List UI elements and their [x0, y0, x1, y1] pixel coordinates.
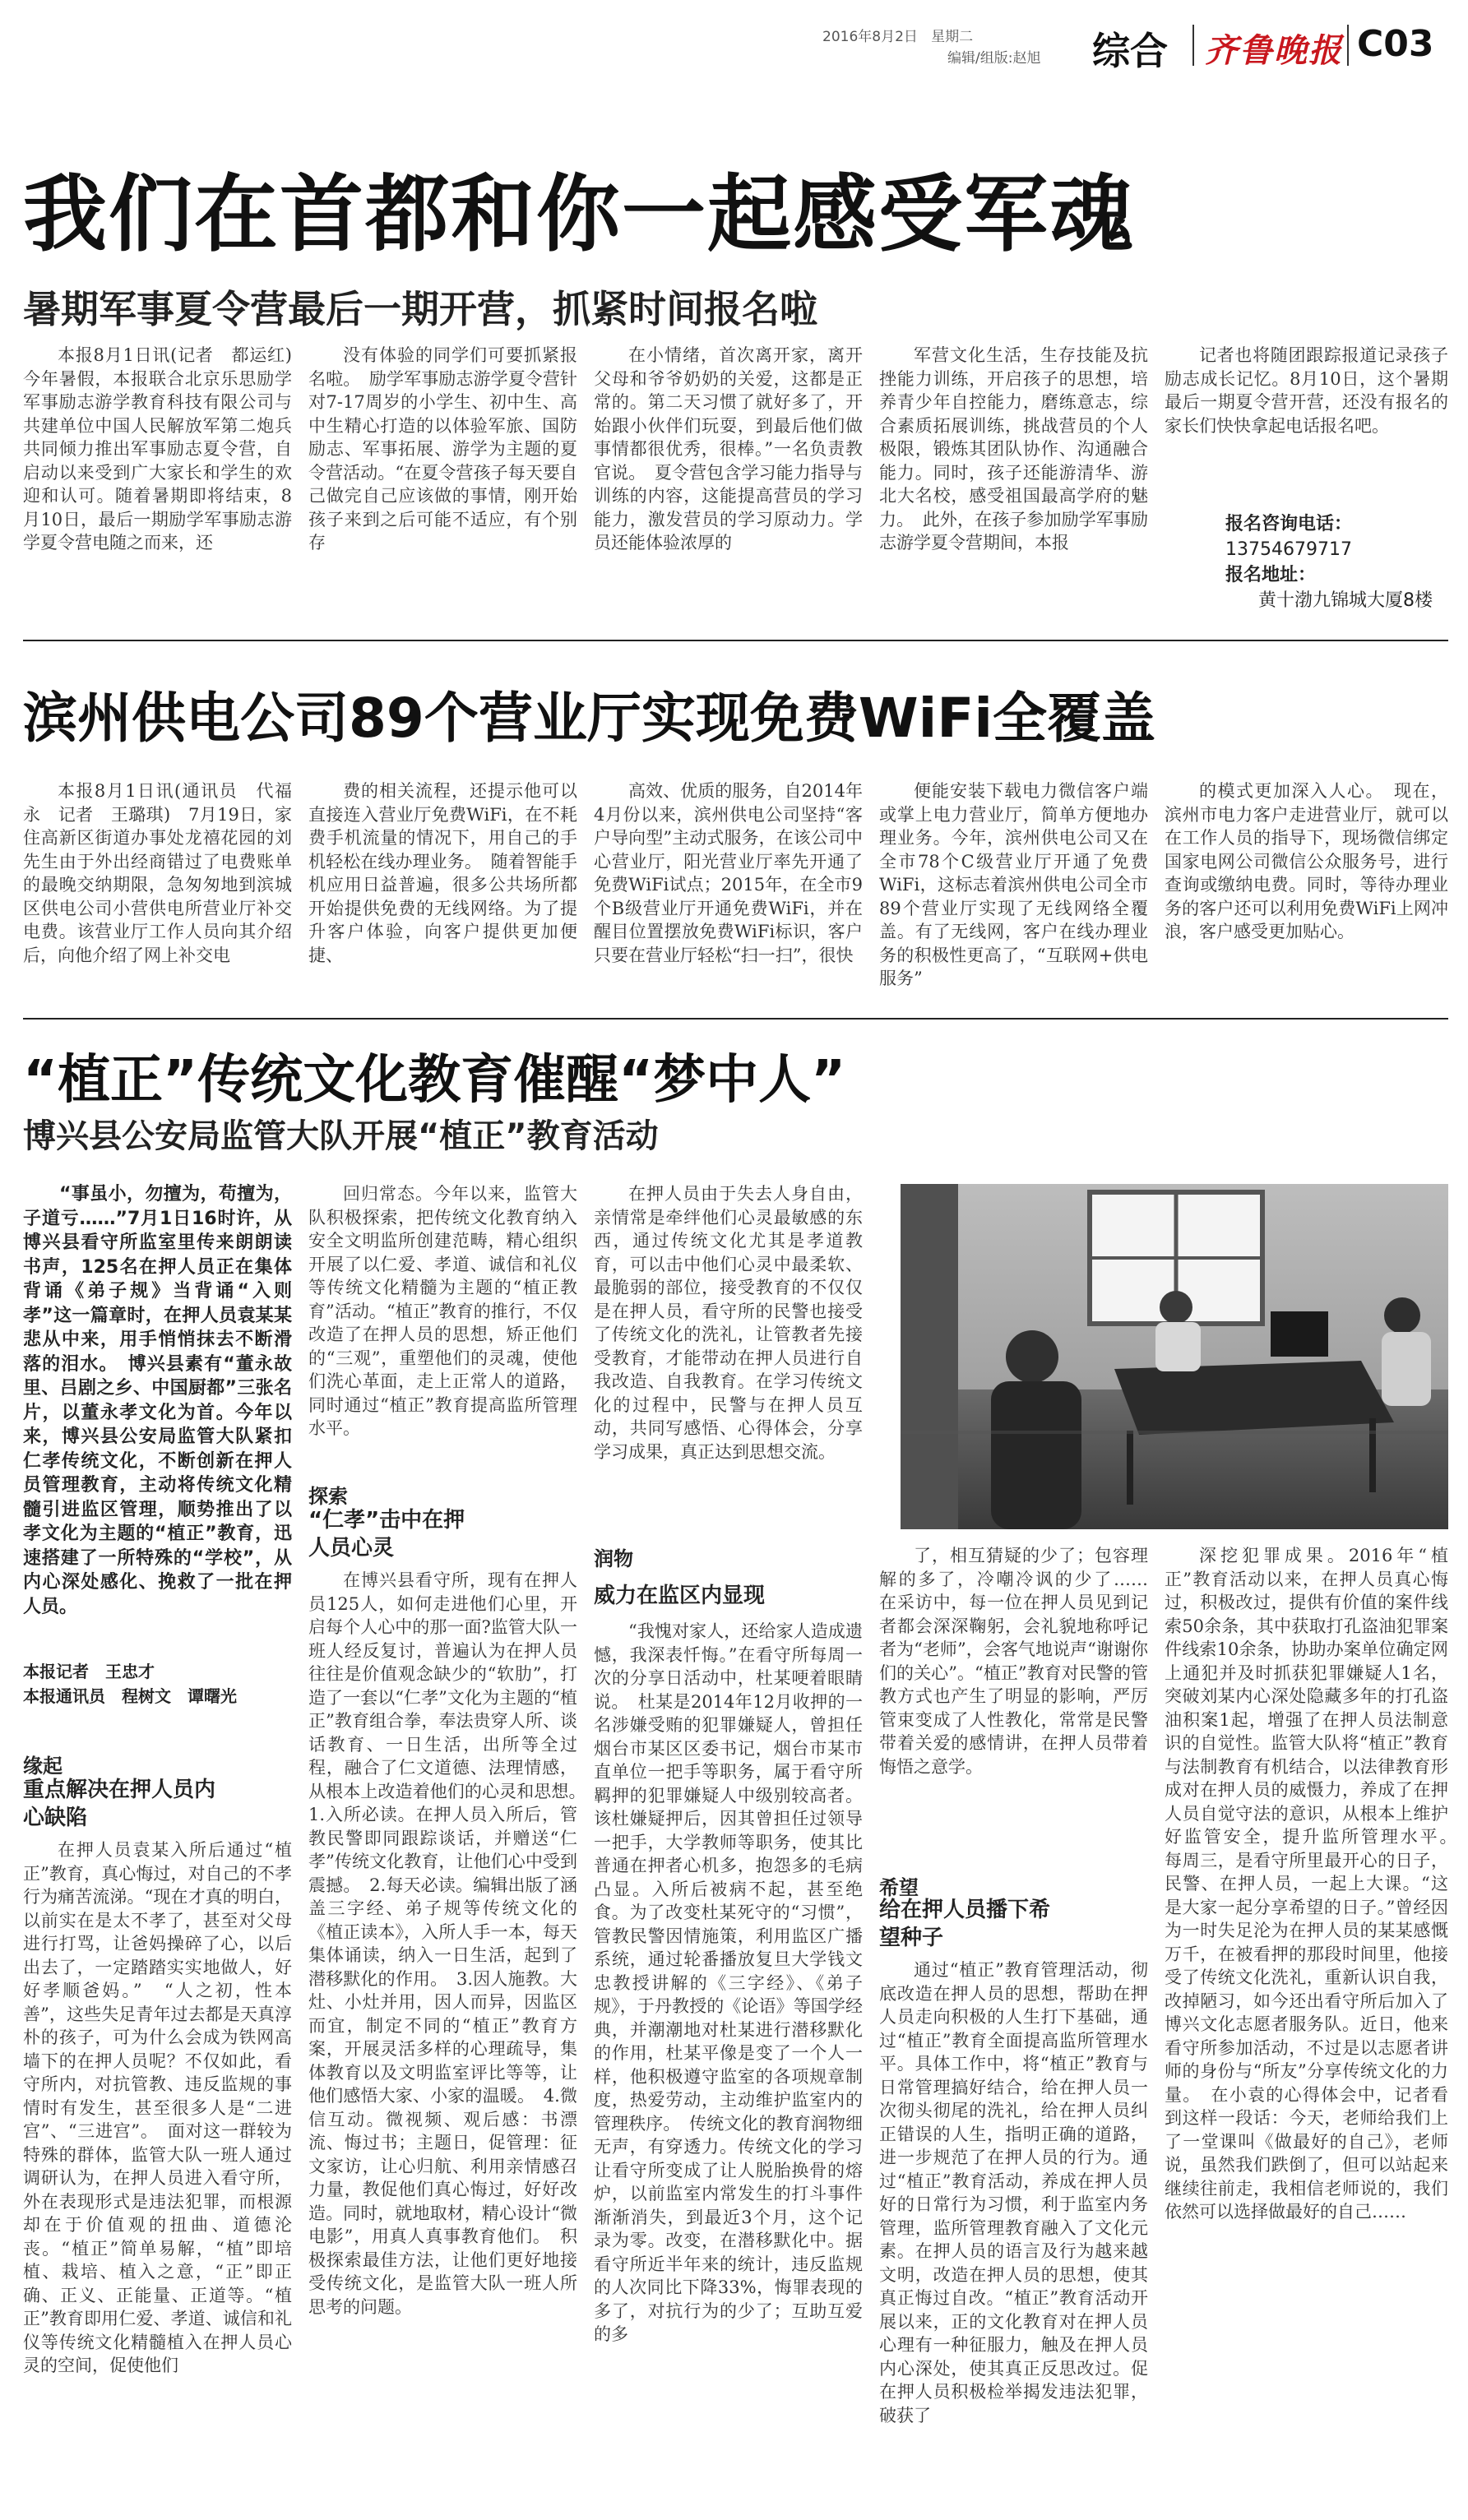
- contact-address: 黄十渤九锦城大厦8楼: [1258, 590, 1433, 611]
- story1-col5-text: 记者也将随团跟踪报道记录孩子励志成长记忆。8月10日，这个暑期最后一期夏令营开营，还没有报名的家长们快快拿起电话报名吧。: [1165, 345, 1448, 436]
- story1-column-3: [594, 344, 863, 615]
- story1-col4-text: 军营文化生活，生存技能及抗挫能力训练，开启孩子的思想，培养青少年自控能力，磨练意志，综合素质拓展训练，挑战营员的个人极限，锻炼其团队协作、沟通融合能力。同时，孩子还能游清华、游北大名校，感受祖国最高学府的魅力。 此外，在孩子参加励学军事励志游学夏令营期间，本报: [879, 345, 1148, 553]
- section2-text: 在博兴县看守所，现有在押人员125人，如何走进他们心里，开启每个人心中的那一面?监管大队一班人经反复讨，普遍认为在押人员往往是价值观念缺少的“软肋”，打造了一套以“仁孝”文化为主题的“植正”教育组合拳，奉法贵穿人所、谈话教育、一日生活，出所等全过程，融合了仁文道德、法理情感，从根本上改造着他们的心灵和思想。 1.入所必读。在押人员入所后，管教民警即同跟踪谈话，并赠送“仁孝”传统文化教育，让他们心中受到震撼。 2.每天必读。编辑出版了涵盖三字经、弟子规等传统文化的《植正读本》，入所人手一本，每天集体诵读，纳入一日生活，起到了潜移默化的作用。 3.因人施教。大灶、小灶并用，因人而异，因监区而宜，制定不同的“植正”教育方案，开展灵活多样的心理疏导，集体教育以及文明监室评比等等，让他们感悟大家、小家的温暖。 4.微信互动。微视频、观后感：书漂流、悔过书；主题日，促管理：征文家访，让心归航、利用亲情感召力量，教促他们真心悔过，好好改造。同时，就地取材，精心设计“微电影”，用真人真事教育他们。 积极探索最佳方法，让他们更好地接受传统文化，是监管大队一班人所思考的问题。: [308, 1570, 595, 2317]
- section3-kicker: 润物: [594, 1547, 633, 1570]
- story3-column-5: [1165, 1544, 1466, 2496]
- story2-col1-text: 本报8月1日讯(通讯员 代福永 记者 王璐琪) 7月19日，家住高新区街道办事处龙禧花园的刘先生由于外出经商错过了电费账单的最晚交纳期限，急匆匆地到滨城区供电公司小营供电所营业厅补交电费。该营业厅工作人员向其介绍后，向他介绍了网上补交电: [23, 781, 292, 965]
- column5-text: 深挖犯罪成果。2016年“植正”教育活动以来，在押人员真心悔过，积极改过，提供有价值的案件线索50余条，其中获取打孔盗油犯罪案件线索10余条，协助办案单位确定网上通犯并及时抓获犯罪嫌疑人1名，突破刘某内心深处隐藏多年的打孔盗油积案1起，增强了在押人员法制意识的自觉性。监管大队将“植正”教育与法制教育有机结合，以法律教育形成对在押人员的威慑力，养成了在押人员自觉守法的意识，从根本上维护好监管安全，提升监所管理水平。 每周三，是看守所里最开心的日子，民警、在押人员，一起上大课。“这是大家一起分享希望的日子。”曾经因为一时失足沦为在押人员的某某感慨万千，在被看押的那段时间里，他接受了传统文化洗礼，重新认识自我，改掉陋习，如今还出看守所后加入了博兴文化志愿者服务队。近日，他来看守所参加活动，不过是以志愿者讲师的身份与“所友”分享传统文化的力量。 在小袁的心得体会中，记者看到这样一段话：今天，老师给我们上了一堂课叫《做最好的自己》，老师说，虽然我们跌倒了，但可以站起来继续往前走，我相信老师说的，我们依然可以选择做最好的自己……: [1165, 1546, 1466, 2222]
- story3-column-2-top: [308, 1182, 577, 1465]
- divider-2: [23, 1018, 1448, 1020]
- story1-column-2: [308, 344, 577, 615]
- section4-kicker: 希望: [879, 1876, 919, 1899]
- story1-column-5: [1165, 344, 1448, 492]
- paper-logo: 齐鲁晚报: [1205, 31, 1343, 70]
- story3-column-1: [23, 1838, 292, 2496]
- section-name: 综合: [1092, 29, 1168, 73]
- story3-lead-text: “事虽小，勿擅为，苟擅为，子道亏……”7月1日16时许，从博兴县看守所监室里传来朗朗读书声，125名在押人员正在集体背诵《弟子规》当背诵“入则孝”这一篇章时，在押人员袁某某悲从中来，用手悄悄抹去不断滑落的泪水。 博兴县素有“董永故里、吕剧之乡、中国厨都”三张名片，以董永孝文化为首。今年以来，博兴县公安局监管大队紧扣仁孝传统文化，不断创新在押人员管理教育，主动将传统文化精髓引进监区管理，顺势推出了以孝文化为主题的“植正”教育，迅速搭建了一所特殊的“学校”，从内心深处感化、挽救了一批在押人员。: [23, 1184, 292, 1617]
- story3-column-3: [594, 1620, 863, 2496]
- section1-kicker: 缘起: [23, 1755, 63, 1778]
- section4-text: 通过“植正”教育管理活动，彻底改造在押人员的思想，帮助在押人员走向积极的人生打下基础，通过“植正”教育全面提高监所管理水平。具体工作中，将“植正”教育与日常管理搞好结合，给在押人员一次彻头彻尾的洗礼，给在押人员纠正错误的人生，指明正确的道路，进一步规范了在押人员的行为。通过“植正”教育活动，养成在押人员好的日常行为习惯，利于监室内务管理，监所管理教育融入了文化元素。在押人员的语言及行为越来越文明，改造在押人员的思想，使其真正悔过自改。“植正”教育活动开展以来，正的文化教育对在押人员心理有一种征服力，触及在押人员内心深处，使其真正反思改过。促在押人员积极检举揭发违法犯罪，破获了: [879, 1960, 1148, 2425]
- story2-column-2: [308, 779, 577, 1010]
- news-photo: [901, 1184, 1448, 1529]
- story2-column-4: [879, 779, 1148, 1010]
- story3-column-4: [879, 1958, 1148, 2496]
- issue-date: 2016年8月2日: [822, 29, 918, 45]
- page-number: C03: [1357, 23, 1434, 65]
- story1-subhead: 暑期军事夏令营最后一期开营，抓紧时间报名啦: [23, 287, 817, 331]
- masthead-date: [822, 25, 973, 45]
- story1-col3-text: 在小情绪，首次离开家，离开父母和爷爷奶奶的关爱，这都是正常的。第二天习惯了就好多了，开始跟小伙伴们玩耍，到最后他们做事情都很优秀，很棒。”一名负责教官说。 夏令营包含学习能力指导与训练的内容，这能提高营员的学习能力，激发营员的学习原动力。学员还能体验浓厚的: [594, 345, 863, 553]
- section2-kicker: 探索: [308, 1485, 348, 1508]
- story3-column-4-top: [879, 1544, 1165, 1865]
- story2-col4-text: 便能安装下载电力微信客户端或掌上电力营业厅，简单方便地办理业务。今年，滨州供电公司又在全市78个C级营业厅开通了免费WiFi，这标志着滨州供电公司全市89个营业厅实现了无线网络全覆盖。有了无线网，客户在线办理业务的积极性更高了，“互联网+供电服务”: [879, 781, 1148, 988]
- story3-headline: “植正”传统文化教育催醒“梦中人”: [23, 1050, 846, 1111]
- story1-col1-text: 本报8月1日讯(记者 都运红) 今年暑假，本报联合北京乐思励学军事励志游学教育科技有限公司与共建单位中国人民解放军第二炮兵共同倾力推出军事励志夏令营，自启动以来受到广大家长和学生的欢迎和认可。随着暑期即将结束，8月10日，最后一期励学军事励志游学夏令营电随之而来，还: [23, 345, 309, 553]
- column4-intro-text: 了，相互猜疑的少了；包容理解的多了，冷嘲冷讽的少了…… 在采访中，每一位在押人员见到记者都会深深鞠躬，会礼貌地称呼记者为“老师”，会客气地说声“谢谢你们的关心”。“植正”教育对民警的管教方式也产生了明显的影响，严厉管束变成了人性教化，常常是民警带着关爱的感情讲，在押人员带着悔悟之意学。: [879, 1546, 1165, 1777]
- story3-subhead: 博兴县公安局监管大队开展“植正”教育活动: [23, 1117, 659, 1155]
- section4-title: 给在押人员播下希望种子: [879, 1898, 1051, 1950]
- story3-lead: [23, 1182, 292, 1643]
- column2-intro-text: 回归常态。今年以来，监管大队积极探索，把传统文化教育纳入安全文明监所创建范畴，精心组织开展了以仁爱、孝道、诚信和礼仪等传统文化精髓为主题的“植正教育”活动。“植正”教育的推行，不仅改造了在押人员的思想，矫正他们的“三观”，重塑他们的灵魂，使他们洗心革面，走上正常人的道路，同时通过“植正”教育提高监所管理水平。: [308, 1184, 577, 1438]
- story1-column-1: [23, 344, 309, 615]
- section3-text: “我愧对家人，还给家人造成遗憾，我深表忏悔。”在看守所每周一次的分享日活动中，杜某哽着眼睛说。 杜某是2014年12月收押的一名涉嫌受贿的犯罪嫌疑人，曾担任烟台市某区区委书记，烟台市某市直单位一把手等职务，属于看守所羁押的犯罪嫌疑人中级别较高者。该杜嫌疑押后，因其曾担任过领导一把手，大学教师等职务，使其比普通在押者心机多，抱怨多的毛病凸显。入所后被病不起，甚至绝食。为了改变杜某死守的“习惯”，管教民警因情施策，利用监区广播系统，通过轮番播放复旦大学钱文忠教授讲解的《三字经》、《弟子规》，于丹教授的《论语》等国学经典，并潮潮地对杜某进行潜移默化的作用，杜某平像是变了一个人一样，他积极遵守监室的各项规章制度，热爱劳动，主动维护监室内的管理秩序。 传统文化的教育润物细无声，有穿透力。传统文化的学习让看守所变成了让人脱胎换骨的熔炉，以前监室内常发生的打斗事件渐渐消失，到最近3个月，这个记录为零。改变，在潜移默化中。据看守所近半年来的统计，违反监规的人次同比下降33%，悔罪表现的多了，对抗行为的少了；互助互爱的多: [594, 1621, 863, 2344]
- story2-col5-text: 的模式更加深入人心。 现在，滨州市电力客户走进营业厅，就可以在工作人员的指导下，现场微信绑定国家电网公司微信公众服务号，进行查询或缴纳电费。同时，等待办理业务的客户还可以利用免费WiFi上网冲浪，客户感受更加贴心。: [1165, 781, 1448, 941]
- section1-text: 在押人员袁某入所后通过“植正”教育，真心悔过，对自己的不孝行为痛苦流涕。“现在才真的明白，以前实在是太不孝了，甚至对父母进行打骂，让爸妈操碎了心，以后出去了，一定踏踏实实地做人，好好孝顺爸妈。” “人之初，性本善”，这些失足青年过去都是天真淳朴的孩子，可为什么会成为铁网高墙下的在押人员呢？不仅如此，看守所内，对抗管教、违反监规的事情时有发生，甚至很多人是“二进宫”、“三进宫”。 面对这一群较为特殊的群体，监管大队一班人通过调研认为，在押人员进入看守所，外在表现形式是违法犯罪，而根源却在于价值观的扭曲、道德沦丧。“植正”简单易解，“植”即培植、栽培、植入之意，“正”即正确、正义、正能量、正道等。“植正”教育即用仁爱、孝道、诚信和礼仪等传统文化精髓植入在押人员心灵的空间，促使他们: [23, 1840, 292, 2375]
- story3-byline: [23, 1659, 292, 1709]
- contact-phone-label: 报名咨询电话：: [1225, 514, 1353, 534]
- section1-title: 重点解决在押人员内心缺陷: [23, 1778, 216, 1830]
- story1-col2-text: 没有体验的同学们可要抓紧报名啦。 励学军事励志游学夏令营针对7-17周岁的小学生、初中生、高中生精心打造的以体验军旅、国防励志、军事拓展、游学为主题的夏令营活动。“在夏令营孩子每天要自己做完自己应该做的事情，刚开始孩子来到之后可能不适应，有个别存: [308, 345, 577, 553]
- story2-column-3: [594, 779, 863, 1010]
- story1-contact-box: [1225, 511, 1433, 613]
- story1-headline: 我们在首都和你一起感受军魂: [23, 166, 1135, 264]
- contact-phone: 13754679717: [1225, 539, 1352, 560]
- section2-title: “仁孝”击中在押人员心灵: [308, 1508, 465, 1561]
- photo-illustration: [901, 1184, 1448, 1529]
- story2-col2-text: 费的相关流程，还提示他可以直接连入营业厅免费WiFi，在不耗费手机流量的情况下，用自己的手机轻松在线办理业务。 随着智能手机应用日益普遍，很多公共场所都开始提供免费的无线网络。为了提升客户体验，向客户提供更加便捷、: [308, 781, 577, 965]
- contact-address-label: 报名地址：: [1225, 565, 1317, 585]
- byline-reporter: 本报记者 王忠才: [23, 1662, 155, 1681]
- story2-headline: 滨州供电公司89个营业厅实现免费WiFi全覆盖: [23, 687, 1155, 750]
- story3-column-3-top: [594, 1182, 863, 1511]
- story1-column-4: [879, 344, 1148, 615]
- masthead-editor: 编辑/组版:赵旭: [947, 50, 1041, 67]
- story2-column-1: [23, 779, 292, 1010]
- column3-intro-text: 在押人员由于失去人身自由，亲情常是牵绊他们心灵最敏感的东西，通过传统文化尤其是孝道教育，可以击中他们心灵中最柔软、最脆弱的部位，接受教育的不仅仅是在押人员，看守所的民警也接受了传统文化的洗礼，让管教者先接受教育，才能带动在押人员进行自我改造、自我教育。在学习传统文化的过程中，民警与在押人员互动，共同写感悟、心得体会，分享学习成果，真正达到思想交流。: [594, 1184, 863, 1462]
- masthead-divider-2: [1347, 25, 1349, 66]
- byline-correspondent: 本报通讯员 程树文 谭曙光: [23, 1686, 237, 1706]
- story2-column-5: [1165, 779, 1448, 1010]
- story3-column-2: [308, 1569, 595, 2496]
- issue-weekday: 星期二: [931, 29, 974, 45]
- story2-col3-text: 高效、优质的服务，自2014年4月份以来，滨州供电公司坚持“客户导向型”主动式服务，在该公司中心营业厅，阳光营业厅率先开通了免费WiFi试点；2015年，在全市9个B级营业厅开通免费WiFi，并在醒目位置摆放免费WiFi标识，客户只要在营业厅轻松“扫一扫”，很快: [594, 781, 863, 965]
- divider-1: [23, 640, 1448, 641]
- section3-title: 威力在监区内显现: [594, 1584, 766, 1608]
- masthead-divider-1: [1192, 25, 1194, 66]
- masthead: [0, 0, 1468, 82]
